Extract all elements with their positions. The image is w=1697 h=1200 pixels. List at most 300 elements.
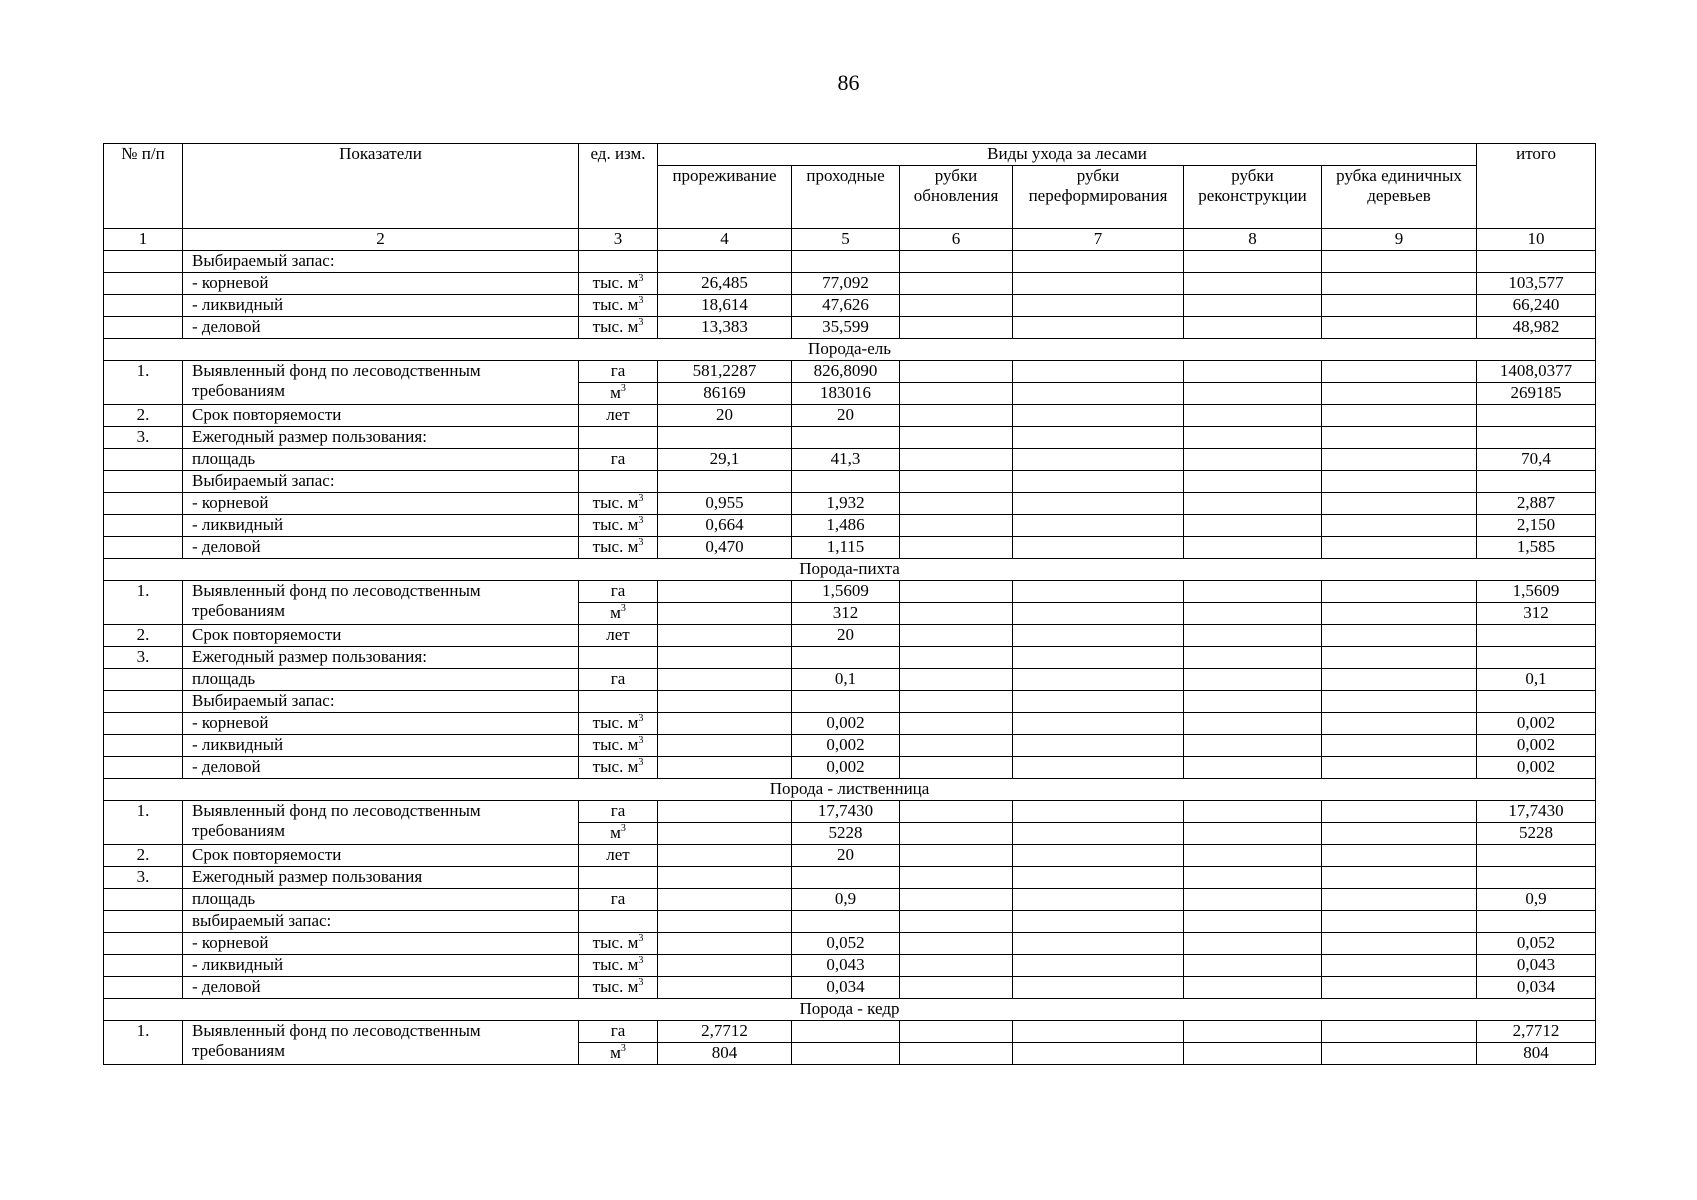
table-row: [104, 317, 1596, 339]
value-cell: [792, 1021, 900, 1043]
unit-exponent: 3: [638, 273, 644, 284]
section-title: Порода-ель: [104, 339, 1596, 361]
row-label: - ликвидный: [183, 295, 579, 317]
row-unit: [579, 251, 658, 273]
row-label: - корневой: [183, 933, 579, 955]
value-cell: [658, 625, 792, 647]
value-cell: [1013, 713, 1184, 735]
table-row: [104, 977, 1596, 999]
value-cell: [1013, 691, 1184, 713]
table-row: [104, 493, 1596, 515]
table-row: [104, 295, 1596, 317]
value-cell: [900, 867, 1013, 889]
value-cell: [1184, 933, 1322, 955]
value-cell: [1322, 955, 1477, 977]
row-unit: [579, 1043, 658, 1065]
unit-text: тыс. м: [592, 735, 639, 754]
value-cell: [1013, 735, 1184, 757]
value-cell: [1477, 867, 1596, 889]
row-number: 1.: [104, 581, 183, 625]
value-cell: 77,092: [792, 273, 900, 295]
value-cell: 2,887: [1477, 493, 1596, 515]
unit-text: тыс. м: [592, 295, 639, 314]
value-cell: [1322, 889, 1477, 911]
value-cell: [900, 581, 1013, 603]
value-cell: 1,5609: [792, 581, 900, 603]
table-row: [104, 361, 1596, 383]
value-cell: [1013, 625, 1184, 647]
value-cell: [1184, 1021, 1322, 1043]
unit-text: тыс. м: [592, 713, 639, 732]
value-cell: [900, 515, 1013, 537]
value-cell: 0,043: [1477, 955, 1596, 977]
value-cell: [900, 933, 1013, 955]
value-cell: [1013, 933, 1184, 955]
header-group: Виды ухода за лесами: [658, 144, 1477, 166]
value-cell: [1013, 251, 1184, 273]
value-cell: [1013, 361, 1184, 383]
unit-text: га: [610, 1021, 626, 1040]
value-cell: [1322, 669, 1477, 691]
row-label: Срок повторяемости: [183, 625, 579, 647]
value-cell: [1013, 911, 1184, 933]
value-cell: [1322, 1043, 1477, 1065]
value-cell: 0,052: [792, 933, 900, 955]
header-sub-reformation: рубки переформирования: [1013, 166, 1184, 229]
unit-exponent: 3: [620, 383, 626, 394]
value-cell: [1477, 405, 1596, 427]
unit-exponent: 3: [638, 317, 644, 328]
row-label: - ликвидный: [183, 515, 579, 537]
value-cell: [1184, 1043, 1322, 1065]
row-label: Ежегодный размер пользования: [183, 867, 579, 889]
row-label: Срок повторяемости: [183, 845, 579, 867]
table-row: [104, 427, 1596, 449]
value-cell: 1,115: [792, 537, 900, 559]
value-cell: [792, 427, 900, 449]
section-title: Порода - кедр: [104, 999, 1596, 1021]
row-number: 3.: [104, 427, 183, 449]
unit-exponent: 3: [638, 295, 644, 306]
row-unit: [579, 955, 658, 977]
table-row: [104, 537, 1596, 559]
value-cell: [792, 911, 900, 933]
unit-text: лет: [606, 845, 630, 864]
value-cell: [1322, 823, 1477, 845]
value-cell: [658, 911, 792, 933]
row-number: [104, 911, 183, 933]
value-cell: [1322, 581, 1477, 603]
value-cell: [1322, 471, 1477, 493]
unit-text: тыс. м: [592, 317, 639, 336]
header-num: № п/п: [104, 144, 183, 229]
value-cell: [1322, 713, 1477, 735]
value-cell: [1477, 647, 1596, 669]
unit-text: тыс. м: [592, 933, 639, 952]
row-label: - корневой: [183, 713, 579, 735]
value-cell: [658, 691, 792, 713]
row-unit: [579, 889, 658, 911]
value-cell: [1322, 647, 1477, 669]
table-body: [104, 251, 1596, 1065]
row-label: Срок повторяемости: [183, 405, 579, 427]
unit-exponent: 3: [638, 493, 644, 504]
unit-exponent: 3: [638, 735, 644, 746]
value-cell: 35,599: [792, 317, 900, 339]
value-cell: [1013, 647, 1184, 669]
unit-text: тыс. м: [592, 977, 639, 996]
row-label: - корневой: [183, 273, 579, 295]
value-cell: [1322, 801, 1477, 823]
value-cell: [1322, 493, 1477, 515]
value-cell: 0,002: [792, 713, 900, 735]
value-cell: [658, 845, 792, 867]
col-number: 6: [900, 229, 1013, 251]
value-cell: [1477, 691, 1596, 713]
value-cell: 70,4: [1477, 449, 1596, 471]
value-cell: [1013, 955, 1184, 977]
table-row: [104, 471, 1596, 493]
value-cell: [1184, 383, 1322, 405]
value-cell: 20: [792, 405, 900, 427]
value-cell: [900, 273, 1013, 295]
value-cell: [900, 361, 1013, 383]
unit-exponent: 3: [620, 603, 626, 614]
value-cell: [1184, 867, 1322, 889]
value-cell: [900, 427, 1013, 449]
row-unit: [579, 625, 658, 647]
unit-text: тыс. м: [592, 273, 639, 292]
value-cell: [900, 493, 1013, 515]
row-unit: [579, 449, 658, 471]
value-cell: 41,3: [792, 449, 900, 471]
value-cell: [1184, 691, 1322, 713]
value-cell: [1322, 361, 1477, 383]
value-cell: [1013, 1021, 1184, 1043]
value-cell: [1013, 801, 1184, 823]
value-cell: [1322, 383, 1477, 405]
header-unit: ед. изм.: [579, 144, 658, 229]
value-cell: 1,932: [792, 493, 900, 515]
value-cell: [1322, 757, 1477, 779]
row-label: Выбираемый запас:: [183, 251, 579, 273]
value-cell: [1184, 405, 1322, 427]
value-cell: [1013, 471, 1184, 493]
value-cell: [1184, 449, 1322, 471]
value-cell: 0,002: [792, 735, 900, 757]
value-cell: [900, 317, 1013, 339]
table-row: [104, 1021, 1596, 1043]
row-label: площадь: [183, 449, 579, 471]
value-cell: [900, 691, 1013, 713]
value-cell: 5228: [792, 823, 900, 845]
row-number: 2.: [104, 845, 183, 867]
value-cell: [1013, 823, 1184, 845]
value-cell: [1322, 515, 1477, 537]
value-cell: 1408,0377: [1477, 361, 1596, 383]
value-cell: 312: [1477, 603, 1596, 625]
value-cell: 0,034: [792, 977, 900, 999]
value-cell: [1184, 845, 1322, 867]
value-cell: [792, 251, 900, 273]
value-cell: [658, 955, 792, 977]
value-cell: [1322, 405, 1477, 427]
table-row: [104, 669, 1596, 691]
row-number: [104, 493, 183, 515]
value-cell: [792, 867, 900, 889]
value-cell: [658, 801, 792, 823]
row-number: 2.: [104, 405, 183, 427]
unit-text: га: [610, 889, 626, 908]
value-cell: [1322, 603, 1477, 625]
row-label: площадь: [183, 889, 579, 911]
forest-care-table: [103, 143, 1596, 1065]
value-cell: [1013, 317, 1184, 339]
col-number: 3: [579, 229, 658, 251]
value-cell: 0,002: [1477, 757, 1596, 779]
row-number: 3.: [104, 647, 183, 669]
value-cell: [1184, 801, 1322, 823]
col-number: 1: [104, 229, 183, 251]
value-cell: 1,585: [1477, 537, 1596, 559]
value-cell: [900, 713, 1013, 735]
row-unit: [579, 361, 658, 383]
unit-text: лет: [606, 625, 630, 644]
value-cell: [900, 603, 1013, 625]
value-cell: [658, 977, 792, 999]
row-label: Выбираемый запас:: [183, 691, 579, 713]
value-cell: [1013, 1043, 1184, 1065]
value-cell: 20: [792, 625, 900, 647]
row-number: [104, 515, 183, 537]
row-number: [104, 273, 183, 295]
table-row: [104, 405, 1596, 427]
value-cell: [900, 1043, 1013, 1065]
row-unit: [579, 757, 658, 779]
value-cell: [1184, 581, 1322, 603]
value-cell: [900, 471, 1013, 493]
table-row: [104, 273, 1596, 295]
header-numbers-row: [104, 229, 1596, 251]
value-cell: [1184, 273, 1322, 295]
value-cell: [658, 427, 792, 449]
value-cell: [900, 537, 1013, 559]
row-number: 1.: [104, 801, 183, 845]
row-unit: [579, 867, 658, 889]
table-row: [104, 735, 1596, 757]
value-cell: [900, 295, 1013, 317]
value-cell: [792, 471, 900, 493]
value-cell: [900, 911, 1013, 933]
value-cell: 2,150: [1477, 515, 1596, 537]
unit-exponent: 3: [638, 977, 644, 988]
row-label: Ежегодный размер пользования:: [183, 427, 579, 449]
value-cell: [1184, 625, 1322, 647]
value-cell: 0,1: [792, 669, 900, 691]
value-cell: [1322, 251, 1477, 273]
value-cell: [1184, 647, 1322, 669]
value-cell: 0,043: [792, 955, 900, 977]
row-unit: [579, 735, 658, 757]
unit-exponent: 3: [638, 955, 644, 966]
value-cell: [1184, 823, 1322, 845]
value-cell: [1477, 625, 1596, 647]
row-number: [104, 933, 183, 955]
value-cell: [1184, 493, 1322, 515]
value-cell: [1013, 405, 1184, 427]
value-cell: 0,002: [1477, 713, 1596, 735]
value-cell: 0,955: [658, 493, 792, 515]
value-cell: [1184, 471, 1322, 493]
value-cell: [1184, 537, 1322, 559]
value-cell: [1477, 911, 1596, 933]
value-cell: [1184, 757, 1322, 779]
col-number: 10: [1477, 229, 1596, 251]
value-cell: 2,7712: [658, 1021, 792, 1043]
value-cell: [1322, 625, 1477, 647]
row-unit: [579, 691, 658, 713]
row-unit: [579, 515, 658, 537]
row-unit: [579, 801, 658, 823]
value-cell: [1322, 537, 1477, 559]
value-cell: 47,626: [792, 295, 900, 317]
value-cell: [1322, 1021, 1477, 1043]
table-row: [104, 955, 1596, 977]
value-cell: 0,470: [658, 537, 792, 559]
value-cell: [1184, 735, 1322, 757]
value-cell: [1184, 317, 1322, 339]
section-row: [104, 559, 1596, 581]
row-label: площадь: [183, 669, 579, 691]
table-row: [104, 251, 1596, 273]
unit-text: м: [610, 383, 621, 402]
value-cell: [1322, 933, 1477, 955]
col-number: 7: [1013, 229, 1184, 251]
unit-text: м: [610, 603, 621, 622]
value-cell: [1013, 977, 1184, 999]
value-cell: [1477, 427, 1596, 449]
value-cell: 0,002: [1477, 735, 1596, 757]
value-cell: 20: [792, 845, 900, 867]
row-number: [104, 537, 183, 559]
value-cell: [1184, 251, 1322, 273]
row-label: - корневой: [183, 493, 579, 515]
table-row: [104, 911, 1596, 933]
row-unit: [579, 493, 658, 515]
value-cell: [1184, 603, 1322, 625]
row-label: выбираемый запас:: [183, 911, 579, 933]
value-cell: 1,486: [792, 515, 900, 537]
unit-text: м: [610, 823, 621, 842]
value-cell: 0,052: [1477, 933, 1596, 955]
row-label: Выявленный фонд по лесоводственным требованиям: [183, 1021, 579, 1065]
value-cell: [1013, 273, 1184, 295]
value-cell: [1013, 603, 1184, 625]
row-unit: [579, 295, 658, 317]
value-cell: [1322, 691, 1477, 713]
value-cell: 18,614: [658, 295, 792, 317]
value-cell: 86169: [658, 383, 792, 405]
value-cell: [658, 889, 792, 911]
value-cell: [1477, 471, 1596, 493]
value-cell: [658, 757, 792, 779]
section-title: Порода-пихта: [104, 559, 1596, 581]
value-cell: [658, 603, 792, 625]
row-label: Выявленный фонд по лесоводственным требованиям: [183, 801, 579, 845]
row-number: [104, 735, 183, 757]
value-cell: 0,002: [792, 757, 900, 779]
value-cell: [1322, 867, 1477, 889]
value-cell: 0,1: [1477, 669, 1596, 691]
value-cell: [1322, 317, 1477, 339]
value-cell: [1184, 977, 1322, 999]
row-label: - ликвидный: [183, 955, 579, 977]
value-cell: [658, 581, 792, 603]
value-cell: [900, 647, 1013, 669]
row-number: [104, 449, 183, 471]
value-cell: 48,982: [1477, 317, 1596, 339]
value-cell: [792, 647, 900, 669]
value-cell: 581,2287: [658, 361, 792, 383]
row-label: Выявленный фонд по лесоводственным требованиям: [183, 361, 579, 405]
row-unit: [579, 845, 658, 867]
value-cell: [1477, 251, 1596, 273]
value-cell: [658, 251, 792, 273]
value-cell: [792, 1043, 900, 1065]
row-label: Ежегодный размер пользования:: [183, 647, 579, 669]
table-row: [104, 801, 1596, 823]
value-cell: [1013, 845, 1184, 867]
value-cell: [1013, 449, 1184, 471]
unit-exponent: 3: [638, 515, 644, 526]
table-row: [104, 933, 1596, 955]
page-number: 86: [837, 70, 860, 95]
value-cell: [900, 801, 1013, 823]
row-number: [104, 691, 183, 713]
value-cell: 0,664: [658, 515, 792, 537]
unit-text: га: [610, 669, 626, 688]
header-sub-thinning: прореживание: [658, 166, 792, 229]
unit-text: лет: [606, 405, 630, 424]
value-cell: 29,1: [658, 449, 792, 471]
table-row: [104, 449, 1596, 471]
value-cell: [1184, 427, 1322, 449]
value-cell: [658, 933, 792, 955]
row-number: [104, 295, 183, 317]
row-label: - ликвидный: [183, 735, 579, 757]
value-cell: [1322, 449, 1477, 471]
value-cell: [1013, 889, 1184, 911]
value-cell: [1013, 493, 1184, 515]
unit-exponent: 3: [638, 757, 644, 768]
table-row: [104, 889, 1596, 911]
value-cell: [1322, 845, 1477, 867]
unit-text: га: [610, 449, 626, 468]
unit-exponent: 3: [620, 1043, 626, 1054]
row-label: Выбираемый запас:: [183, 471, 579, 493]
value-cell: [658, 669, 792, 691]
unit-text: тыс. м: [592, 515, 639, 534]
value-cell: 17,7430: [792, 801, 900, 823]
row-number: 1.: [104, 1021, 183, 1065]
value-cell: 103,577: [1477, 273, 1596, 295]
value-cell: 26,485: [658, 273, 792, 295]
unit-text: га: [610, 581, 626, 600]
value-cell: [1184, 889, 1322, 911]
row-unit: [579, 713, 658, 735]
col-number: 2: [183, 229, 579, 251]
row-number: [104, 889, 183, 911]
